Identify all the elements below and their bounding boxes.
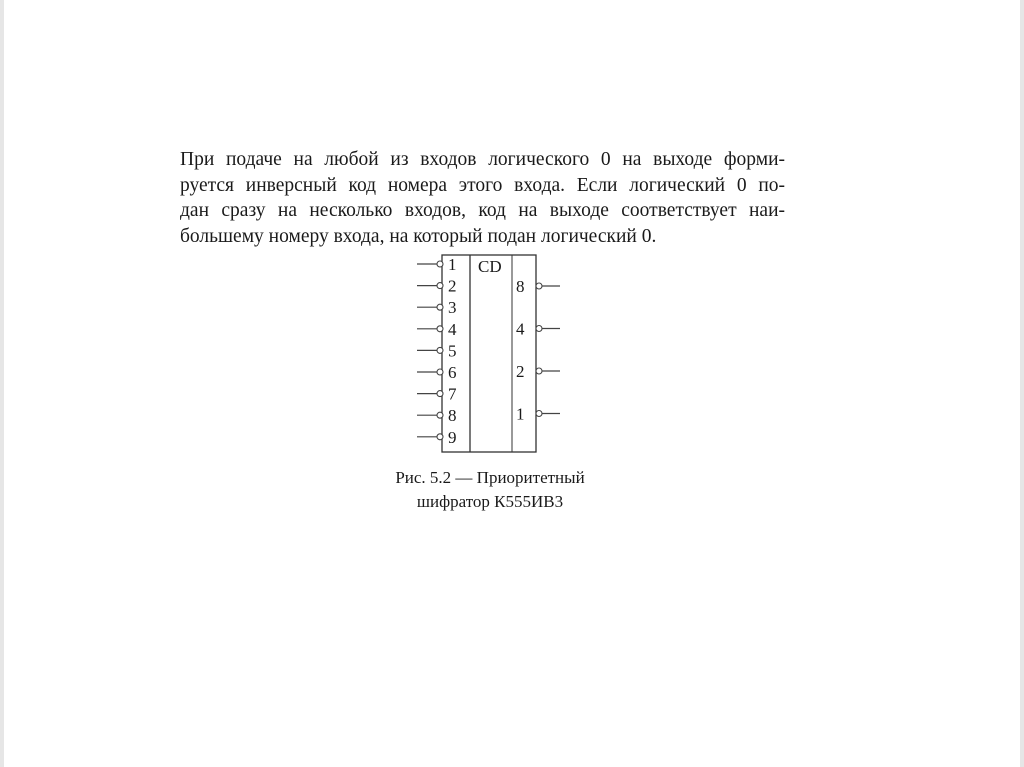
- input-pin-label-5: 5: [448, 341, 457, 361]
- output-inversion-bubble-2: [536, 368, 542, 374]
- paragraph-line: руется инверсный код номера этого входа. Если логический 0 по-: [180, 174, 785, 196]
- output-pin-label-8: 8: [516, 277, 525, 296]
- output-pin-label-1: 1: [516, 404, 525, 424]
- input-pins: [417, 255, 457, 447]
- figure-caption: [340, 466, 640, 514]
- paragraph-line: большему номеру входа, на который подан логический 0.: [180, 225, 657, 247]
- input-pin-label-1: 1: [448, 255, 457, 274]
- input-pin-label-6: 6: [448, 363, 457, 382]
- input-pin-label-2: 2: [448, 276, 457, 296]
- output-pin-label-2: 2: [516, 362, 525, 381]
- input-inversion-bubble-7: [437, 391, 443, 397]
- paragraph-line: При подаче на любой из входов логического 0 на выходе форми-: [180, 149, 785, 170]
- output-pin-label-4: 4: [516, 319, 525, 339]
- input-inversion-bubble-6: [437, 369, 443, 375]
- input-pin-label-3: 3: [448, 298, 457, 318]
- input-pin-label-8: 8: [448, 406, 457, 426]
- input-inversion-bubble-9: [437, 434, 443, 440]
- input-inversion-bubble-3: [437, 304, 443, 310]
- input-inversion-bubble-1: [437, 261, 443, 267]
- input-pin-label-7: 7: [448, 384, 457, 404]
- input-inversion-bubble-2: [437, 283, 443, 289]
- input-inversion-bubble-5: [437, 347, 443, 353]
- caption-line-2: шифратор К555ИВ3: [416, 492, 564, 511]
- chip-label: CD: [478, 257, 502, 276]
- paragraph-line: дан сразу на несколько входов, код на выходе соответствует наи-: [180, 200, 785, 221]
- output-inversion-bubble-1: [536, 411, 542, 417]
- input-pin-label-9: 9: [448, 427, 457, 447]
- input-pin-label-4: 4: [448, 319, 457, 339]
- output-pins: [516, 277, 560, 424]
- input-inversion-bubble-8: [437, 412, 443, 418]
- output-inversion-bubble-8: [536, 283, 542, 289]
- caption-line-1: Рис. 5.2 — Приоритетный: [395, 468, 585, 487]
- output-inversion-bubble-4: [536, 326, 542, 332]
- input-inversion-bubble-4: [437, 326, 443, 332]
